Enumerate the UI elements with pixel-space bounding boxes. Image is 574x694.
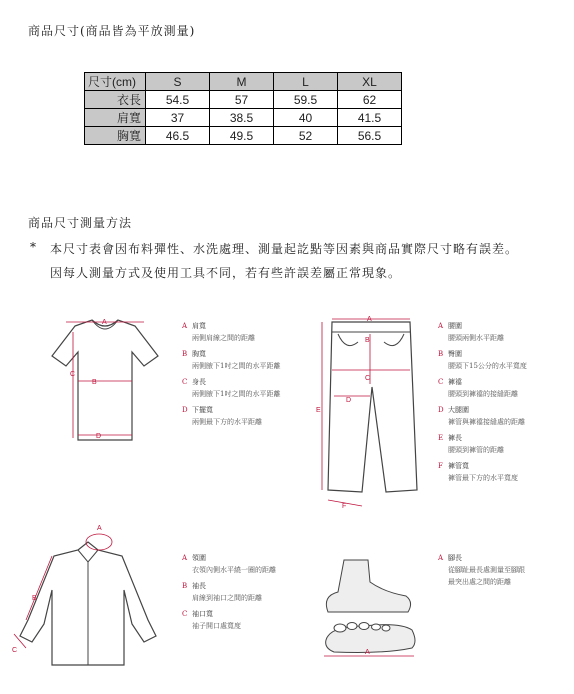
- label-c: C: [70, 371, 76, 378]
- legend-name: 大腿圍: [448, 406, 469, 414]
- pants-diagram: [312, 312, 427, 512]
- note-line-1: 本尺寸表會因布料彈性、水洗處理、測量起訖點等因素與商品實際尺寸略有誤差。: [50, 242, 519, 256]
- label-c: C: [12, 647, 18, 654]
- legend-key: A: [182, 554, 188, 562]
- legend-key: F: [438, 462, 443, 470]
- legend-name: 袖長: [192, 582, 206, 590]
- label-a: A: [97, 525, 102, 532]
- label-b: B: [32, 595, 37, 602]
- legend-key: D: [182, 406, 188, 414]
- table-cell: 56.5: [338, 127, 402, 145]
- legend-key: A: [438, 554, 444, 562]
- legend-name: 袖口寬: [192, 610, 213, 618]
- legend-desc: 衣領內側水平繞一圈的距離: [192, 566, 276, 574]
- legend-desc: 從腳趾最長處測量至腳跟: [448, 566, 525, 574]
- legend-key: C: [182, 610, 188, 618]
- legend-name: 褲襠: [448, 378, 462, 386]
- legend-key: C: [438, 378, 444, 386]
- legend-key: B: [182, 350, 188, 358]
- legend-key: A: [438, 322, 444, 330]
- note-line-2: 因每人測量方式及使用工具不同，若有些許誤差屬正常現象。: [50, 266, 402, 280]
- label-a: A: [367, 316, 372, 323]
- legend-key: B: [438, 350, 444, 358]
- size-table: [84, 72, 402, 145]
- table-cell: 62: [338, 91, 402, 109]
- foot-legend: [438, 552, 525, 588]
- table-row: [85, 109, 402, 127]
- legend-desc: 腰頭到褲管的距離: [448, 446, 504, 454]
- shirt-diagram: [8, 520, 178, 670]
- legend-name: 身長: [192, 378, 206, 386]
- table-cell: 52: [274, 127, 338, 145]
- legend-name: 臀圍: [448, 350, 462, 358]
- tshirt-diagram: [40, 312, 170, 447]
- legend-desc: 兩側腋下1吋之間的水平距離: [192, 390, 281, 398]
- legend-desc: 袖子開口處寬度: [192, 622, 241, 630]
- legend-name: 胸寬: [192, 350, 206, 358]
- shirt-legend: [182, 552, 276, 632]
- legend-desc-2: 最突出處之間的距離: [448, 578, 511, 586]
- row-label: 肩寬: [85, 109, 146, 127]
- foot-diagram: [314, 556, 424, 666]
- row-label: 衣長: [85, 91, 146, 109]
- label-f: F: [342, 503, 347, 510]
- legend-key: A: [182, 322, 188, 330]
- label-d: D: [96, 433, 102, 440]
- label-b: B: [365, 337, 370, 344]
- legend-desc: 兩側最下方的水平距離: [192, 418, 262, 426]
- table-cell: 57: [210, 91, 274, 109]
- table-corner-header: 尺寸(cm): [85, 73, 146, 91]
- legend-desc: 腰頭到褲襠的接縫距離: [448, 390, 518, 398]
- table-cell: 54.5: [146, 91, 210, 109]
- label-a: A: [365, 649, 370, 656]
- legend-name: 腰圍: [448, 322, 462, 330]
- table-cell: 59.5: [274, 91, 338, 109]
- note-bullet: *: [30, 240, 37, 254]
- size-header: XL: [338, 73, 402, 91]
- legend-desc: 腰頭下15公分的水平寬度: [448, 362, 527, 370]
- table-cell: 46.5: [146, 127, 210, 145]
- label-d: D: [346, 397, 352, 404]
- size-section-title: 商品尺寸(商品皆為平放測量): [28, 24, 196, 38]
- table-row: [85, 91, 402, 109]
- legend-desc: 褲管最下方的水平寬度: [448, 474, 518, 482]
- label-e: E: [316, 407, 321, 414]
- size-header: L: [274, 73, 338, 91]
- pants-legend: [438, 320, 527, 484]
- legend-desc: 肩線到袖口之間的距離: [192, 594, 262, 602]
- size-header: M: [210, 73, 274, 91]
- legend-key: D: [438, 406, 444, 414]
- tshirt-legend: [182, 320, 280, 428]
- table-cell: 40: [274, 109, 338, 127]
- legend-name: 下擺寬: [192, 406, 213, 414]
- label-b: B: [92, 379, 97, 386]
- label-a: A: [102, 319, 107, 326]
- row-label: 胸寬: [85, 127, 146, 145]
- legend-desc: 兩側腋下1吋之間的水平距離: [192, 362, 281, 370]
- legend-name: 腳長: [448, 554, 462, 562]
- table-header-row: [85, 73, 402, 91]
- legend-name: 肩寬: [192, 322, 206, 330]
- legend-name: 褲管寬: [448, 462, 469, 470]
- legend-key: E: [438, 434, 444, 442]
- legend-name: 褲長: [448, 434, 462, 442]
- table-cell: 41.5: [338, 109, 402, 127]
- legend-desc: 兩側肩線之間的距離: [192, 334, 255, 342]
- legend-desc: 腰頭兩側水平距離: [448, 334, 504, 342]
- legend-key: B: [182, 582, 188, 590]
- legend-key: C: [182, 378, 188, 386]
- label-c: C: [365, 375, 371, 382]
- method-section-title: 商品尺寸測量方法: [28, 216, 133, 230]
- legend-desc: 褲管與褲襠接縫處的距離: [448, 418, 525, 426]
- table-row: [85, 127, 402, 145]
- table-cell: 37: [146, 109, 210, 127]
- table-cell: 38.5: [210, 109, 274, 127]
- table-cell: 49.5: [210, 127, 274, 145]
- legend-name: 領圍: [192, 554, 206, 562]
- size-header: S: [146, 73, 210, 91]
